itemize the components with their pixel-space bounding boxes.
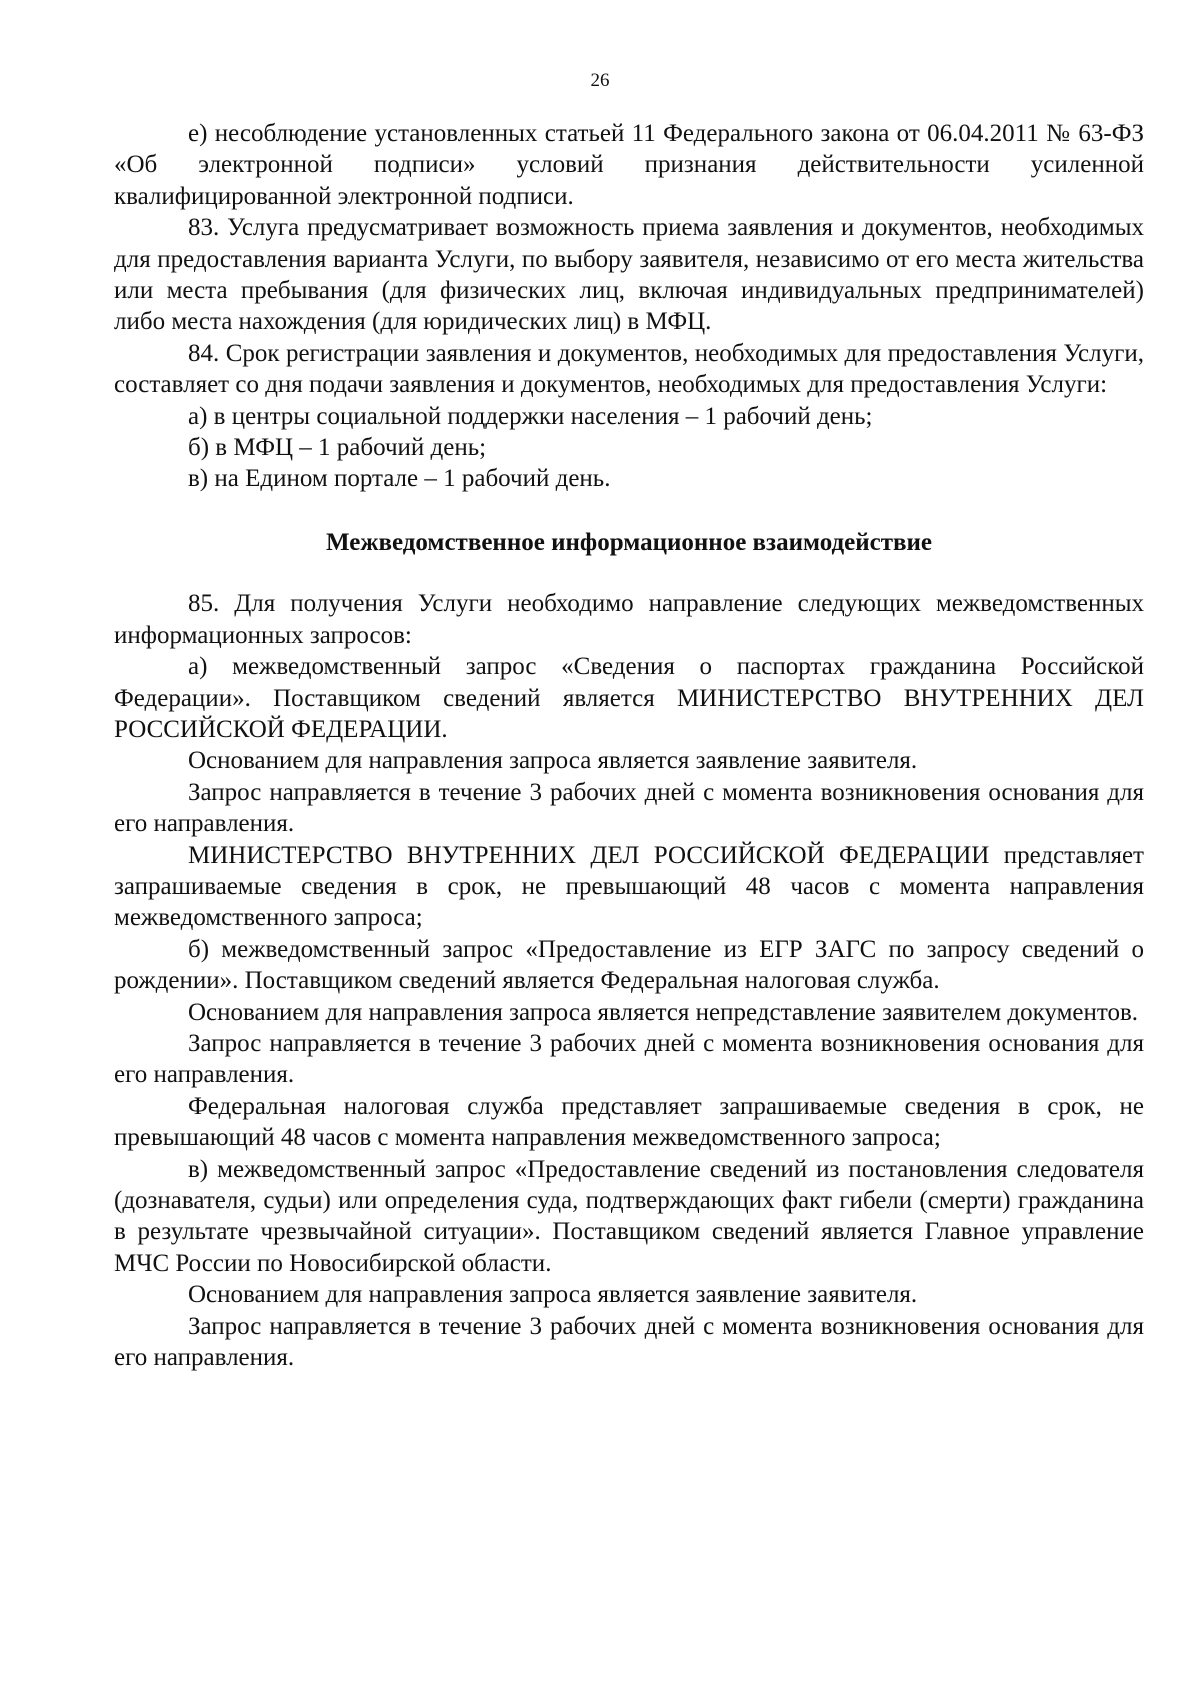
request-b: б) межведомственный запрос «Предоставление из ЕГР ЗАГС по запросу сведений о рождении». Поставщиком сведений является Федеральная налоговая служба.: [114, 935, 1144, 995]
request-a-response: МИНИСТЕРСТВО ВНУТРЕННИХ ДЕЛ РОССИЙСКОЙ ФЕДЕРАЦИИ представляет запрашиваемые сведения в срок, не превышающий 48 часов с момента направления межведомственного запроса;: [114, 841, 1144, 932]
document-body: [114, 118, 1144, 1373]
request-b-term: Запрос направляется в течение 3 рабочих дней с момента возникновения основания для его направления.: [114, 1029, 1144, 1089]
paragraph-85: 85. Для получения Услуги необходимо направление следующих межведомственных информационных запросов:: [114, 590, 1144, 649]
request-b-response: Федеральная налоговая служба представляет запрашиваемые сведения в срок, не превышающий 48 часов с момента направления межведомственного запроса;: [114, 1092, 1144, 1152]
request-c-term: Запрос направляется в течение 3 рабочих дней с момента возникновения основания для его направления.: [114, 1312, 1144, 1372]
request-a-basis: Основанием для направления запроса является заявление заявителя.: [188, 747, 918, 775]
paragraph-e-signature: е) несоблюдение установленных статьей 11 Федерального закона от 06.04.2011 № 63-ФЗ «Об электронной подписи» условий признания действительности усиленной квалифицированной электронной подписи.: [114, 120, 1144, 210]
page-number: 26: [590, 70, 610, 91]
section-heading: Межведомственное информационное взаимодействие: [326, 528, 932, 556]
request-c: в) межведомственный запрос «Предоставление сведений из постановления следователя (дознавателя, судьи) или определения суда, подтверждающих факт гибели (смерти) гражданина в результате чрезвычайной ситуации». Поставщиком сведений является Главное управление МЧС России по Новосибирской области.: [114, 1155, 1144, 1277]
request-c-basis: Основанием для направления запроса является заявление заявителя.: [188, 1281, 918, 1309]
list-item-84a: а) в центры социальной поддержки населения – 1 рабочий день;: [188, 402, 873, 430]
request-a: а) межведомственный запрос «Сведения о паспортах гражданина Российской Федерации». Поставщиком сведений является МИНИСТЕРСТВО ВНУТРЕННИХ ДЕЛ РОССИЙСКОЙ ФЕДЕРАЦИИ.: [114, 653, 1144, 743]
paragraph-83: 83. Услуга предусматривает возможность приема заявления и документов, необходимых для предоставления варианта Услуги, по выбору заявителя, независимо от его места жительства или места пребывания (для физических лиц, включая индивидуальных предпринимателей) либо места нахождения (для юридических лиц) в МФЦ.: [114, 214, 1144, 336]
request-b-basis: Основанием для направления запроса является непредставление заявителем документов.: [188, 998, 1139, 1026]
list-item-84c: в) на Едином портале – 1 рабочий день.: [188, 465, 611, 493]
paragraph-84: 84. Срок регистрации заявления и документов, необходимых для предоставления Услуги, составляет со дня подачи заявления и документов, необходимых для предоставления Услуги:: [114, 339, 1144, 399]
request-a-term: Запрос направляется в течение 3 рабочих дней с момента возникновения основания для его направления.: [114, 778, 1144, 838]
list-item-84b: б) в МФЦ – 1 рабочий день;: [188, 434, 487, 462]
